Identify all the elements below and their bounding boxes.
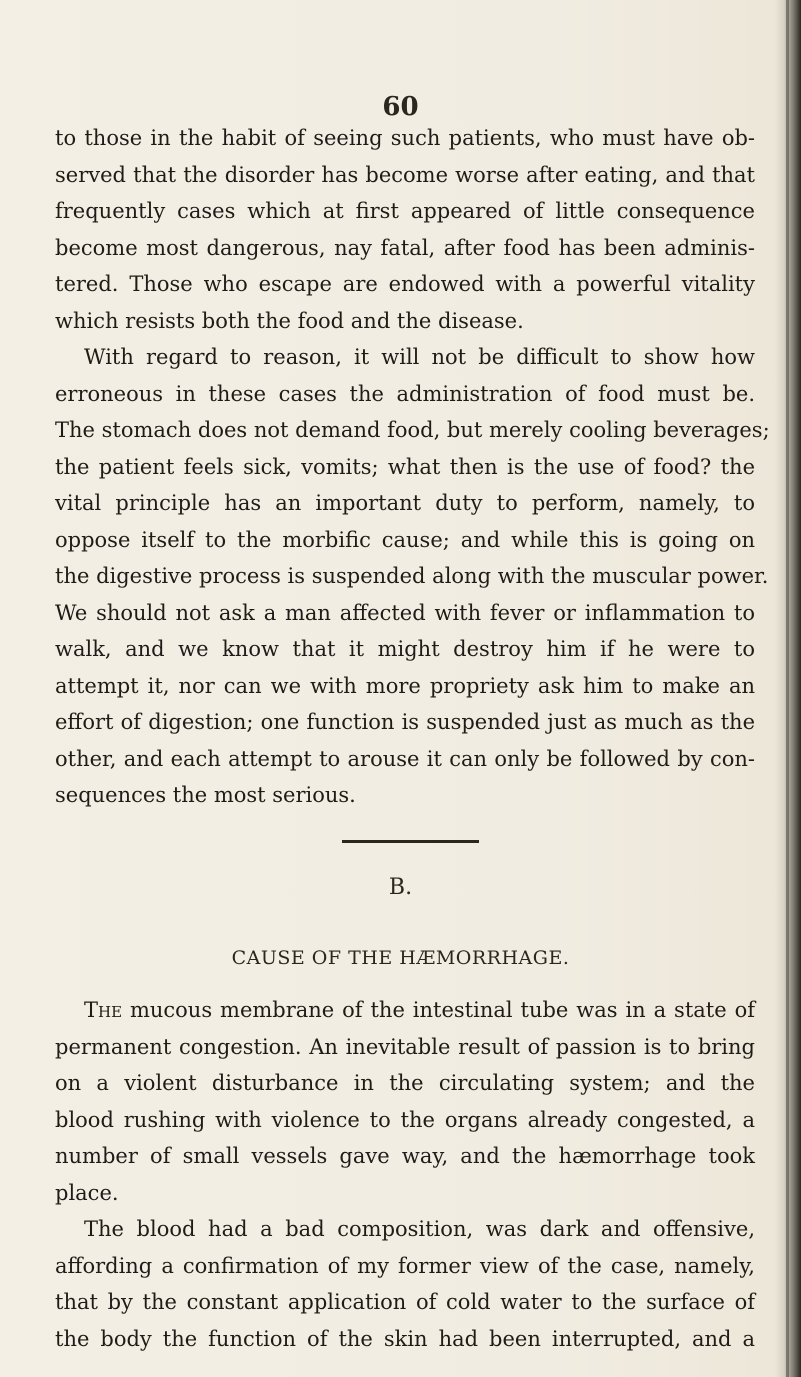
paragraph-3: [55, 992, 755, 1211]
text-run: mucous membrane of the intestinal tube was in a state of: [122, 998, 755, 1022]
text-line: permanent congestion. An inevitable result of passion is to bring: [55, 1034, 755, 1059]
text-line: which resists both the food and the disease.: [55, 308, 524, 333]
drop-word: The: [84, 998, 123, 1022]
text-line: The blood had a bad composition, was dark and offensive,: [84, 1217, 755, 1241]
text-line: the digestive process is suspended along with the muscular power.: [55, 564, 769, 588]
page-edge-line: [786, 0, 789, 1377]
text-line: The stomach does not demand food, but merely cooling beverages;: [55, 418, 770, 442]
page-number: 60: [382, 92, 419, 122]
text-line: effort of digestion; one function is suspended just as much as the: [55, 710, 755, 734]
text-line: place.: [55, 1180, 119, 1205]
paragraph-1: [55, 120, 755, 339]
text-line: that by the constant application of cold water to the surface of: [55, 1290, 755, 1314]
text-line: We should not ask a man affected with fever or inflammation to: [55, 600, 755, 625]
text-line: blood rushing with violence to the organs already congested, a: [55, 1107, 755, 1132]
text-line: affording a confirmation of my former view of the case, namely,: [55, 1253, 755, 1278]
paragraph-2: [55, 339, 770, 814]
section-divider: [342, 840, 479, 843]
text-line: number of small vessels gave way, and the hæmorrhage took: [55, 1144, 755, 1168]
text-line: other, and each attempt to arouse it can only be followed by con-: [55, 746, 755, 771]
text-line: served that the disorder has become worse after eating, and that: [55, 162, 755, 187]
paragraph-4: [55, 1211, 755, 1357]
text-line: With regard to reason, it will not be difficult to show how: [84, 345, 755, 369]
text-line: become most dangerous, nay fatal, after food has been adminis-: [55, 235, 755, 260]
text-line: vital principle has an important duty to perform, namely, to: [55, 491, 755, 515]
section-title: CAUSE OF THE HÆMORRHAGE.: [231, 947, 570, 969]
text-line: walk, and we know that it might destroy him if he were to: [55, 637, 755, 661]
text-line: frequently cases which at first appeared of little consequence: [55, 199, 755, 223]
text-line: to those in the habit of seeing such patients, who must have ob-: [55, 126, 755, 150]
text-line: on a violent disturbance in the circulating system; and the: [55, 1071, 755, 1095]
text-line: the body the function of the skin had been interrupted, and a: [55, 1326, 755, 1351]
text-line: erroneous in these cases the administration of food must be.: [55, 381, 755, 406]
text-line: sequences the most serious.: [55, 783, 356, 807]
text-line: the patient feels sick, vomits; what then is the use of food? the: [55, 454, 755, 479]
text-line: [55, 992, 755, 1029]
text-line: attempt it, nor can we with more propriety ask him to make an: [55, 673, 755, 698]
text-line: tered. Those who escape are endowed with a powerful vitality: [55, 272, 755, 296]
section-letter: B.: [388, 875, 413, 900]
text-line: oppose itself to the morbific cause; and while this is going on: [55, 527, 755, 552]
